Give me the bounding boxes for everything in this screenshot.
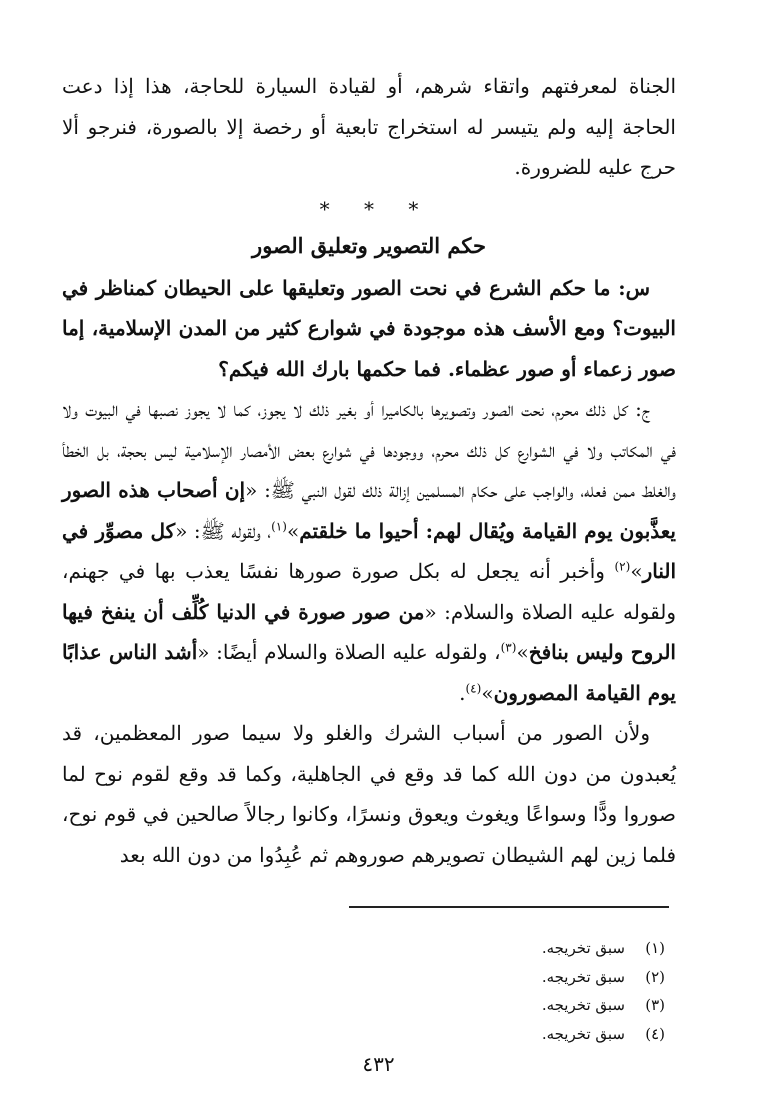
footnote-text: سبق تخريجه. — [541, 939, 625, 957]
footnote-ref-3: (٣) — [500, 640, 517, 655]
footnote-number: (٣) — [645, 996, 665, 1014]
section-separator-stars: * * * — [319, 196, 419, 221]
paragraph-intro: الجناة لمعرفتهم واتقاء شرهم، أو لقيادة السيارة للحاجة، هذا إذا دعت الحاجة إليه ولم يتيسر له استخراج تابعية أو رخصة إلا بالصورة، فنرجو ألا حرج عليه للضرورة. — [62, 74, 676, 179]
hadith-quote-1: إن أصحاب هذه الصور يعذَّبون يوم القيامة ويُقال لهم: أحيوا ما خلقتم — [62, 478, 676, 543]
hadith-quote-4: أشد الناس عذابًا يوم القيامة المصورون — [62, 640, 676, 705]
quote-close-4: » — [481, 680, 494, 705]
footnote-text: سبق تخريجه. — [541, 967, 625, 986]
footnote-number: (٢) — [645, 967, 665, 986]
section-heading: حكم التصوير وتعليق الصور — [252, 232, 486, 258]
footnote-divider — [349, 906, 669, 908]
footnote-number: (٤) — [645, 1024, 665, 1043]
hadith-quote-2: كل مصوِّر في النار — [62, 518, 676, 583]
answer-paragraph — [62, 389, 676, 713]
footnote-text: سبق تخريجه. — [541, 1024, 625, 1043]
answer-text-2: ، ولقوله ﷺ: « — [175, 518, 272, 543]
footnote-ref-1: (١) — [271, 518, 287, 533]
footnote-number: (١) — [645, 939, 665, 957]
footnote-ref-2: (٢) — [614, 559, 631, 574]
answer-text-5: . — [459, 680, 466, 705]
footnote-item — [365, 1020, 665, 1049]
footnote-item — [365, 991, 665, 1020]
page-number: ٤٣٢ — [362, 1052, 395, 1076]
footnote-item — [365, 934, 665, 963]
footnote-item — [365, 963, 665, 992]
quote-close-3: » — [516, 640, 529, 664]
hadith-quote-3: من صور صورة في الدنيا كُلِّف أن ينفخ فيها الروح وليس بنافخ — [62, 599, 676, 664]
answer-text-1: ج: كل ذلك محرم، نحت الصور وتصويرها بالكاميرا أو بغير ذلك لا يجوز، كما لا يجوز نصبها في البيوت ولا في المكاتب ولا في الشوارع كل ذلك محرم، ووجودها في شوارع بعض الأمصار الإسلامية ليس بحجة، بل الخطأ والغلط ممن فعله، والواجب على حكام المسلمين إزالة ذلك لقول النبي ﷺ: « — [62, 397, 676, 502]
footnote-ref-4: (٤) — [465, 680, 482, 695]
answer-text-4: ، ولقوله عليه الصلاة والسلام أيضًا: « — [197, 640, 501, 664]
quote-close-2: » — [630, 559, 643, 583]
page-body — [62, 66, 676, 875]
footnotes-list — [365, 934, 665, 1048]
answer-text-3: وأخبر أنه يجعل له بكل صورة صورها نفسًا يعذب بها في جهنم، ولقوله عليه الصلاة والسلام: « — [62, 559, 676, 624]
question-paragraph: س: ما حكم الشرع في نحت الصور وتعليقها على الحيطان كمناظر في البيوت؟ ومع الأسف هذه موجودة في شوارع كثير من المدن الإسلامية، إما صور زعماء أو صور عظماء. فما حكمها بارك الله فيكم؟ — [62, 275, 676, 381]
paragraph-continuation: ولأن الصور من أسباب الشرك والغلو ولا سيما صور المعظمين، قد يُعبدون من دون الله كما قد وقع في الجاهلية، وكما قد وقع لقوم نوح لما صوروا ودًّا وسواعًا ويغوث ويعوق ونسرًا، وكانوا رجالاً صالحين في قوم نوح، فلما زين لهم الشيطان تصويرهم صوروهم ثم عُبِدُوا من دون الله بعد — [62, 721, 676, 867]
footnote-text: سبق تخريجه. — [541, 996, 625, 1014]
quote-close-1: » — [286, 518, 300, 543]
